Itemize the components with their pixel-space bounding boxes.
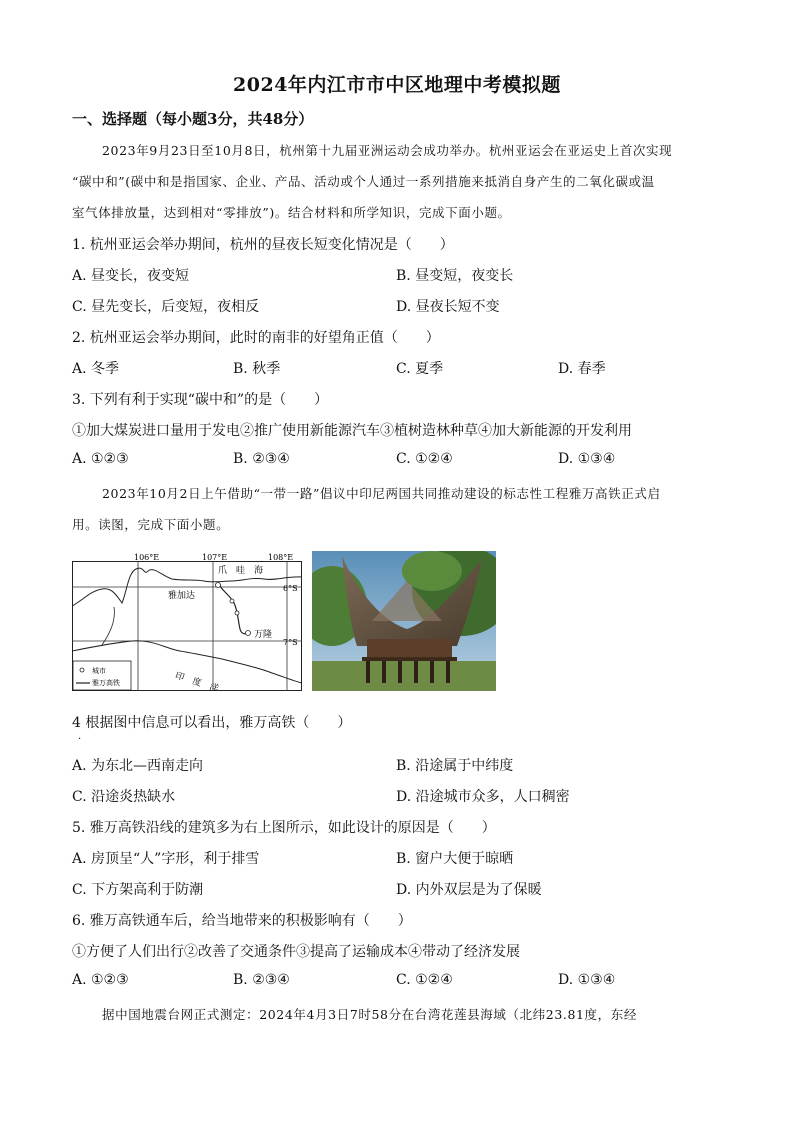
q6-items: ①方便了人们出行②改善了交通条件③提高了运输成本④带动了经济发展 <box>72 944 520 960</box>
intro1-line3: 室气体排放量，达到相对“零排放”)。结合材料和所学知识，完成下面小题。 <box>72 205 511 220</box>
q2-option-a: A. 冬季 <box>72 361 120 377</box>
intro1-line1: 2023年9月23日至10月8日，杭州第十九届亚洲运动会成功举办。杭州亚运会在亚运史上首次实现 <box>102 143 673 158</box>
sea-label: 爪 哇 海 <box>218 566 264 576</box>
house-photo <box>312 551 496 691</box>
section-heading: 一、选择题（每小题3分，共48分） <box>72 110 314 128</box>
ground <box>312 661 496 691</box>
q4-option-a: A. 为东北—西南走向 <box>72 758 204 774</box>
q6-option-c: C. ①②④ <box>396 972 453 988</box>
q2-option-d: D. 春季 <box>558 361 606 377</box>
legend-city-label: 城市 <box>92 667 106 675</box>
house-body <box>367 639 452 657</box>
q3-option-b: B. ②③④ <box>233 451 290 467</box>
q4-option-d: D. 沿途城市众多，人口稠密 <box>396 789 570 805</box>
stray-mark: . <box>78 731 82 742</box>
city-dot-bandung <box>246 631 251 636</box>
q5-option-d: D. 内外双层是为了保暖 <box>396 882 542 898</box>
q3-option-a: A. ①②③ <box>72 451 129 467</box>
q1-option-d: D. 昼夜长短不变 <box>396 299 500 315</box>
q1-option-c: C. 昼先变长，后变短，夜相反 <box>72 299 260 315</box>
q6-stem: 6. 雅万高铁通车后，给当地带来的积极影响有（ ） <box>72 913 412 929</box>
q4-stem: 4 根据图中信息可以看出，雅万高铁（ ） <box>72 715 352 731</box>
q2-option-c: C. 夏季 <box>396 361 444 377</box>
lon-label-106: 106°E <box>134 553 160 562</box>
tree-top <box>402 551 462 591</box>
q1-stem: 1. 杭州亚运会举办期间，杭州的昼夜长短变化情况是（ ） <box>72 237 454 253</box>
floor-beam <box>362 657 457 661</box>
intro2-line2: 用。读图，完成下面小题。 <box>72 517 230 532</box>
city-dot-mid2 <box>235 611 239 615</box>
city-label-bandung: 万隆 <box>254 630 273 640</box>
q1-option-a: A. 昼变长，夜变短 <box>72 268 190 284</box>
page-title: 2024年内江市市中区地理中考模拟题 <box>233 74 561 96</box>
ocean-label: 印 度 洋 <box>173 671 220 691</box>
q4-option-c: C. 沿途炎热缺水 <box>72 789 176 805</box>
intro2-line1: 2023年10月2日上午借助“一带一路”倡议中印尼两国共同推动建设的标志性工程雅万高铁正式启 <box>102 486 661 501</box>
q6-option-b: B. ②③④ <box>233 972 290 988</box>
q3-stem: 3. 下列有利于实现“碳中和”的是（ ） <box>72 392 329 408</box>
q5-option-b: B. 窗户大便于晾晒 <box>396 851 514 867</box>
q5-option-a: A. 房顶呈“人”字形，利于排雪 <box>72 851 260 867</box>
house-photo-svg <box>312 551 496 691</box>
q5-stem: 5. 雅万高铁沿线的建筑多为右上图所示，如此设计的原因是（ ） <box>72 820 496 836</box>
q3-option-c: C. ①②④ <box>396 451 453 467</box>
q6-option-d: D. ①③④ <box>558 972 616 988</box>
map-svg <box>72 551 302 691</box>
q6-option-a: A. ①②③ <box>72 972 129 988</box>
city-dot-jakarta <box>216 583 221 588</box>
lat-label-6s: 6°S <box>283 584 298 593</box>
q2-stem: 2. 杭州亚运会举办期间，此时的南非的好望角正值（ ） <box>72 330 440 346</box>
city-label-jakarta: 雅加达 <box>168 591 196 601</box>
q1-option-b: B. 昼变短，夜变长 <box>396 268 514 284</box>
q5-option-c: C. 下方架高利于防潮 <box>72 882 204 898</box>
q4-option-b: B. 沿途属于中纬度 <box>396 758 514 774</box>
map-figure <box>72 551 302 691</box>
lat-label-7s: 7°S <box>283 638 298 647</box>
lon-label-108: 108°E <box>268 553 294 562</box>
legend-rail-label: 雅万高铁 <box>92 679 120 687</box>
intro1-line2: “碳中和”(碳中和是指国家、企业、产品、活动或个人通过一系列措施来抵消自身产生的二氧化碳或温 <box>72 174 655 189</box>
lon-label-107: 107°E <box>202 553 228 562</box>
q2-option-b: B. 秋季 <box>233 361 281 377</box>
q3-items: ①加大煤炭进口量用于发电②推广使用新能源汽车③植树造林种草④加大新能源的开发利用 <box>72 423 632 439</box>
intro3-line: 据中国地震台网正式测定：2024年4月3日7时58分在台湾花莲县海域（北纬23.81度，东经 <box>102 1007 637 1022</box>
legend-city-icon <box>80 668 84 672</box>
city-dot-mid1 <box>230 599 234 603</box>
q3-option-d: D. ①③④ <box>558 451 616 467</box>
